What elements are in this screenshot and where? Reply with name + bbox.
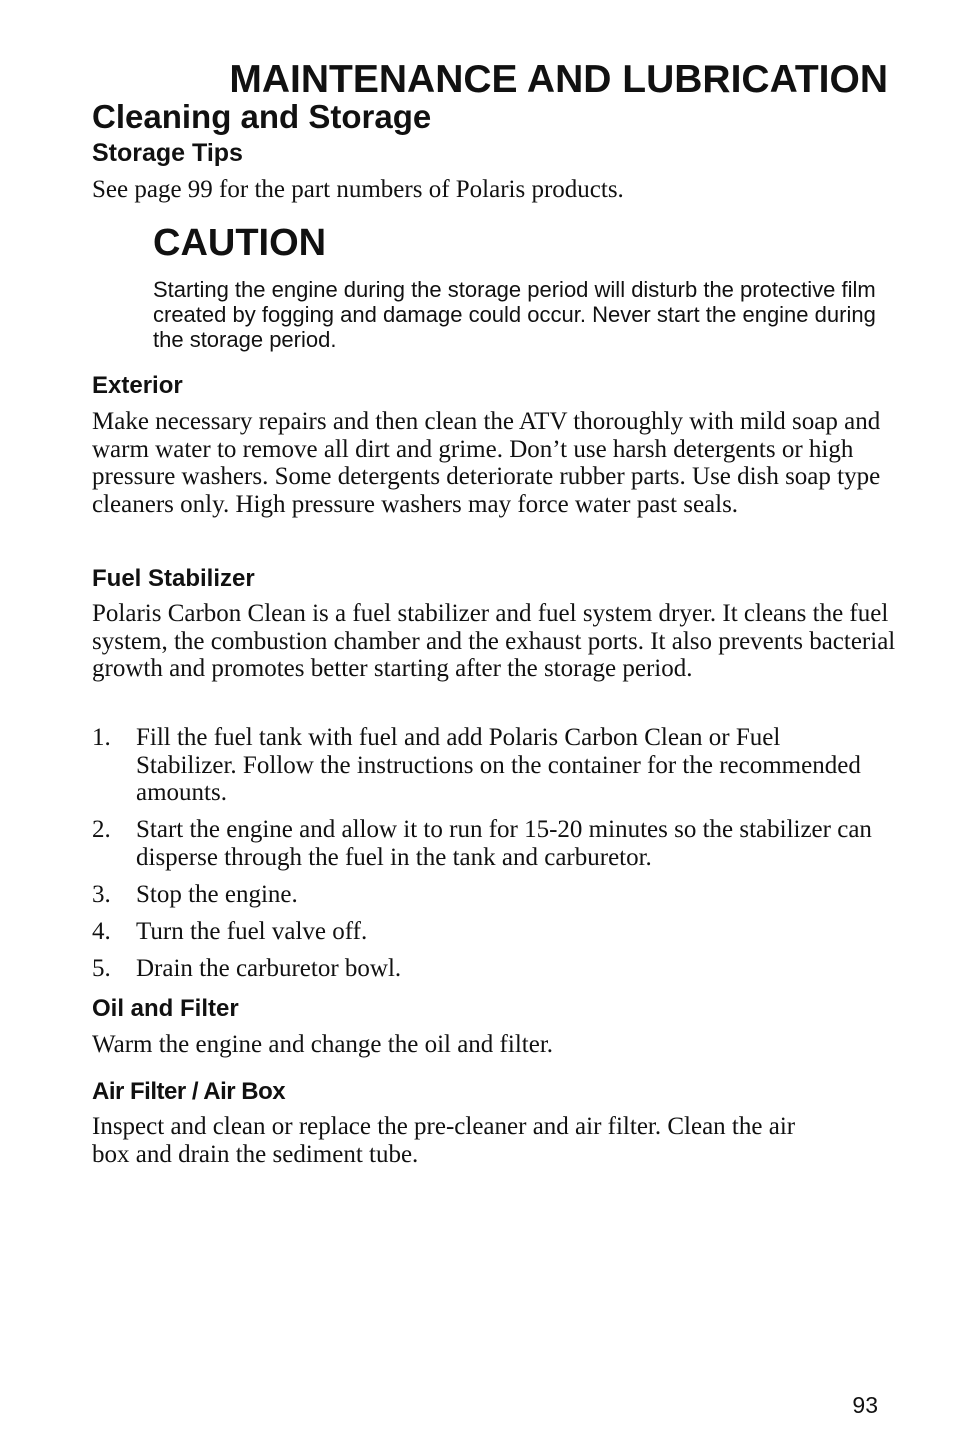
fuel-stabilizer-text: Polaris Carbon Clean is a fuel stabilizer and fuel system dryer. It cleans the fuel system, the combustion chamber and the exhaust ports. It also prevents bacterial growth and promotes better starting after the storage period. <box>92 600 896 682</box>
oil-filter-heading: Oil and Filter <box>92 995 239 1022</box>
storage-tips-heading: Storage Tips <box>92 139 243 167</box>
page-number: 93 <box>852 1392 878 1418</box>
caution-text: Starting the engine during the storage period will disturb the protective film created by fogging and damage could occur. Never start the engine during the storage period. <box>153 277 876 352</box>
air-filter-heading: Air Filter / Air Box <box>92 1078 286 1105</box>
list-item <box>92 918 882 946</box>
fuel-stabilizer-steps <box>92 724 882 992</box>
step-text: Start the engine and allow it to run for 15-20 minutes so the stabilizer can disperse through the fuel in the tank and carburetor. <box>136 816 872 871</box>
page-title: MAINTENANCE AND LUBRICATION <box>229 58 888 101</box>
list-item <box>92 816 882 871</box>
fuel-stabilizer-heading: Fuel Stabilizer <box>92 565 255 592</box>
exterior-heading: Exterior <box>92 372 183 399</box>
list-item <box>92 955 882 983</box>
step-text: Drain the carburetor bowl. <box>136 954 402 982</box>
step-number: 4. <box>92 917 111 945</box>
step-number: 3. <box>92 880 111 908</box>
step-number: 2. <box>92 816 111 843</box>
step-number: 5. <box>92 954 111 982</box>
oil-filter-text: Warm the engine and change the oil and filter. <box>92 1031 554 1058</box>
step-number: 1. <box>92 724 111 751</box>
step-text: Turn the fuel valve off. <box>136 917 368 945</box>
caution-title: CAUTION <box>153 222 327 264</box>
storage-tips-text: See page 99 for the part numbers of Polaris products. <box>92 176 624 203</box>
air-filter-text: Inspect and clean or replace the pre-cleaner and air filter. Clean the air box and drain the sediment tube. <box>92 1113 796 1168</box>
step-text: Fill the fuel tank with fuel and add Polaris Carbon Clean or Fuel Stabilizer. Follow the instructions on the container for the recommended amounts. <box>136 724 861 806</box>
exterior-text: Make necessary repairs and then clean the ATV thoroughly with mild soap and warm water to remove all dirt and grime. Don’t use harsh detergents or high pressure washers. Some detergents deteriorate rubber parts. Use dish soap type cleaners only. High pressure washers may force water past seals. <box>92 408 881 518</box>
section-title: Cleaning and Storage <box>92 98 432 135</box>
step-text: Stop the engine. <box>136 880 298 908</box>
list-item <box>92 881 882 909</box>
list-item <box>92 724 882 807</box>
